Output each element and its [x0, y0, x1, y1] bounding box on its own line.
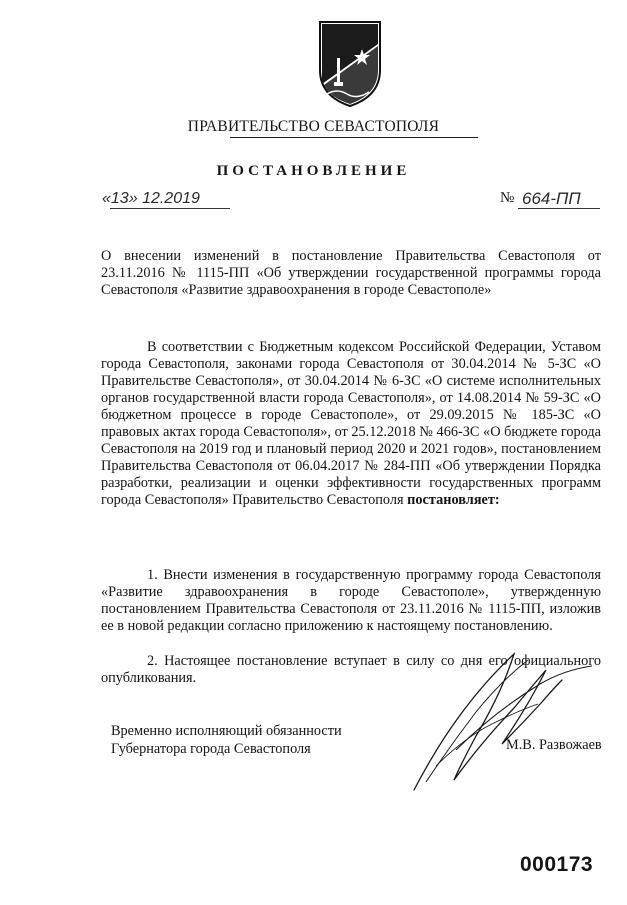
number-sign: № [500, 190, 515, 206]
resolution-item-1: 1. Внести изменения в государственную программу города Севастополя «Развитие здравоохранения в городе Севастополе», утвержденную постановлением Правительства Севастополя от 23.11.2016 № 1115-ПП, изложив ее в новой редакции согласно приложению к настоящему постановлению. [101, 567, 601, 634]
handwritten-signature [396, 640, 606, 800]
document-subject: О внесении изменений в постановление Правительства Севастополя от 23.11.2016 № 1115-ПП «Об утверждении государственной программы города Севастополя «Развитие здравоохранения в городе Севастополе» [101, 248, 601, 298]
coat-of-arms-emblem [317, 18, 383, 108]
document-date [102, 190, 200, 208]
document-number: 664-ПП [522, 189, 581, 208]
signatory-position-line-1: Временно исполняющий обязанности [111, 723, 342, 739]
document-title: ПОСТАНОВЛЕНИЕ [216, 163, 411, 179]
number-underline [518, 208, 600, 209]
resolves-keyword: постановляет: [407, 492, 500, 508]
date-day: 13 [110, 190, 129, 207]
resolution-item-2: 2. Настоящее постановление вступает в силу со дня его официального опубликования. [101, 653, 601, 686]
preamble-text: В соответствии с Бюджетным кодексом Российской Федерации, Уставом города Севастополя, законами города Севастополя от 30.04.2014 № 5-ЗС «О Правительстве Севастополя», от 30.04.2014 № 6-ЗС «О системе исполнительных органов государственной власти города Севастополя», от 14.08.2014 № 59-ЗС «О бюджетном процессе в городе Севастополе», от 29.09.2015 № 185-ЗС «О правовых актах города Севастополя», от 25.12.2018 № 466-ЗС «О бюджете города Севастополя на 2019 год и плановый период 2020 и 2021 годов», постановлением Правительства Севастополя от 06.04.2017 № 284-ПП «Об утверждении Порядка разработки, реализации и оценки эффективности государственных программ города Севастополя» Правительство Севастополя [101, 339, 601, 508]
date-underline [110, 208, 230, 209]
signatory-name: М.В. Развожаев [506, 737, 602, 753]
date-close-quote: » [128, 190, 138, 207]
signatory-position [111, 723, 342, 758]
date-month-year: 12.2019 [142, 190, 200, 207]
date-open-quote: « [102, 190, 111, 207]
serial-number: 000173 [520, 853, 594, 876]
organization-name: ПРАВИТЕЛЬСТВО СЕВАСТОПОЛЯ [187, 118, 440, 135]
signatory-position-line-2: Губернатора города Севастополя [111, 740, 311, 757]
preamble-paragraph [101, 339, 601, 509]
header-divider [230, 137, 478, 138]
